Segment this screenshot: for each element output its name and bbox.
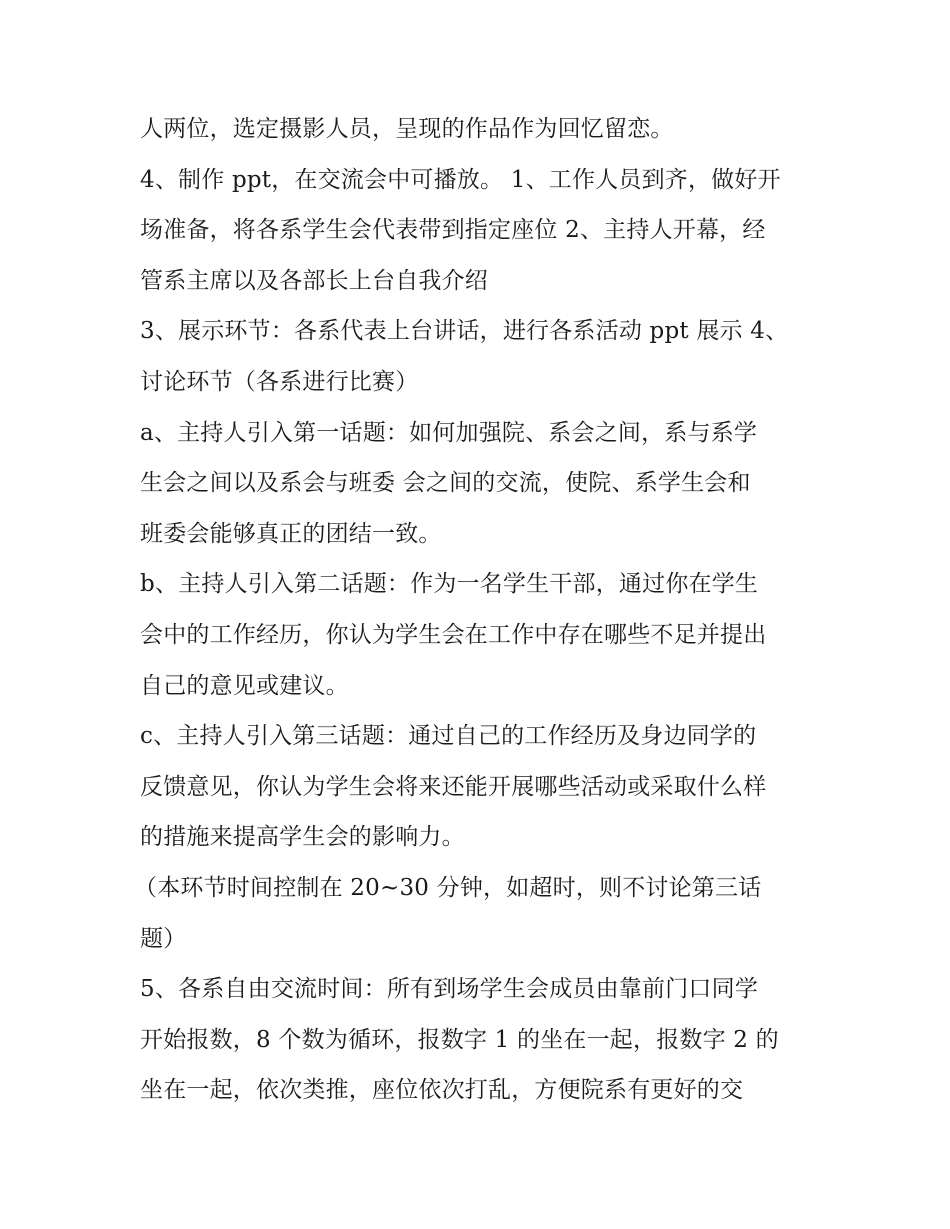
text-line: 5、各系自由交流时间：所有到场学生会成员由靠前门口同学 — [140, 976, 759, 1003]
text-line: 管系主席以及各部长上台自我介绍 — [140, 267, 488, 294]
text-line: 会中的工作经历，你认为学生会在工作中存在哪些不足并提出 — [140, 621, 767, 648]
text-line: a、主持人引入第一话题：如何加强院、系会之间，系与系学 — [140, 419, 758, 446]
text-line: 4、制作 ppt，在交流会中可播放。 1、工作人员到齐，做好开 — [140, 166, 781, 193]
text-line: 开始报数，8 个数为循环，报数字 1 的坐在一起，报数字 2 的 — [140, 1026, 779, 1053]
text-line: 讨论环节（各系进行比赛） — [140, 368, 419, 395]
text-line: 3、展示环节：各系代表上台讲话，进行各系活动 ppt 展示 4、 — [140, 318, 789, 345]
text-line: 人两位，选定摄影人员，呈现的作品作为回忆留恋。 — [140, 116, 674, 142]
text-line: 坐在一起，依次类推，座位依次打乱，方便院系有更好的交 — [140, 1077, 744, 1104]
text-line: b、主持人引入第二话题：作为一名学生干部，通过你在学生 — [140, 571, 759, 598]
text-line: c、主持人引入第三话题：通过自己的工作经历及身边同学的 — [140, 723, 757, 750]
text-line: 自己的意见或建议。 — [140, 672, 349, 699]
text-line: 的措施来提高学生会的影响力。 — [140, 824, 465, 851]
text-line: （本环节时间控制在 20~30 分钟，如超时，则不讨论第三话 — [134, 874, 762, 901]
text-line: 生会之间以及系会与班委 会之间的交流，使院、系学生会和 — [140, 470, 751, 497]
text-line: 题） — [140, 925, 187, 952]
text-line: 班委会能够真正的团结一致。 — [140, 520, 442, 547]
text-line: 场准备，将各系学生会代表带到指定座位 2、主持人开幕，经 — [140, 217, 766, 244]
text-line: 反馈意见，你认为学生会将来还能开展哪些活动或采取什么样 — [140, 773, 767, 800]
document-body — [134, 104, 830, 1116]
